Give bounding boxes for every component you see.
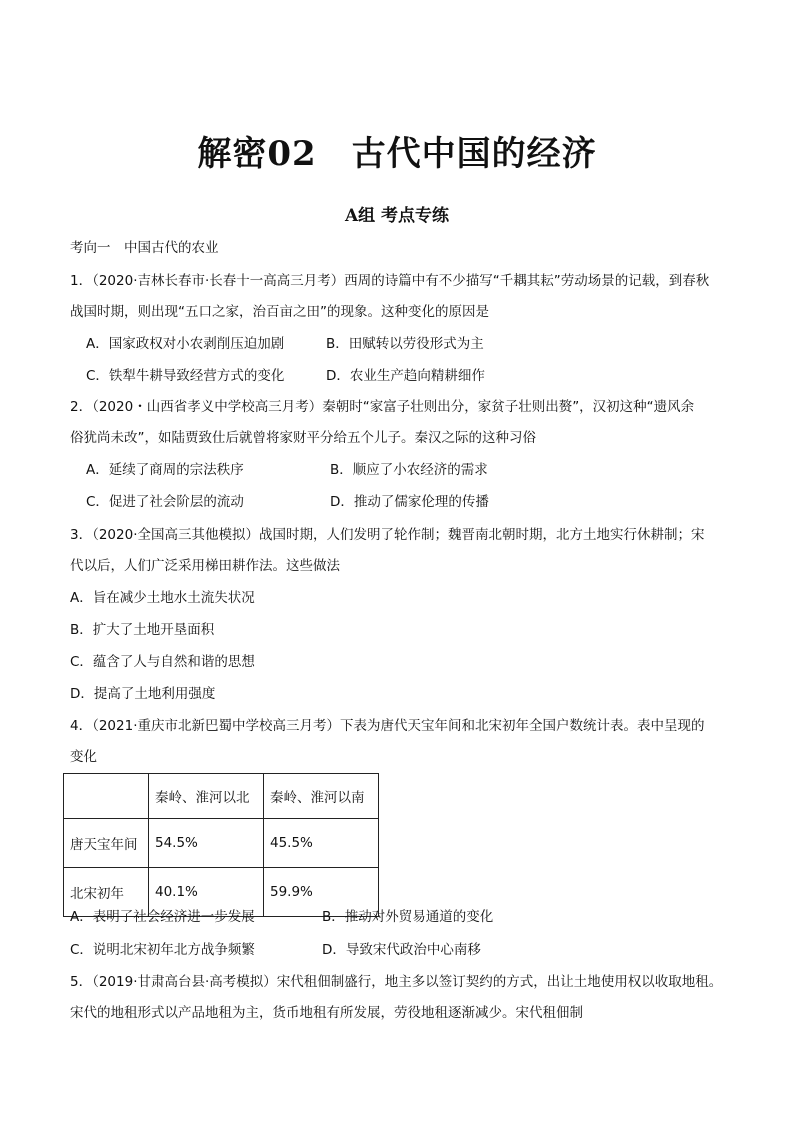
table-header-row	[64, 774, 379, 819]
q3-option-d: D．提高了土地利用强度	[70, 686, 216, 702]
q1-option-b: B．田赋转以劳役形式为主	[326, 336, 484, 352]
q1-stem-line2: 战国时期，则出现“五口之家，治百亩之田”的现象。这种变化的原因是	[70, 304, 489, 320]
table-cell: 45.5%	[264, 819, 379, 868]
table-header-cell	[64, 774, 149, 819]
q2-option-c: C．促进了社会阶层的流动	[86, 494, 244, 510]
q2-option-a: A．延续了商周的宗法秩序	[86, 462, 244, 478]
table-row	[64, 819, 379, 868]
q1-option-d: D．农业生产趋向精耕细作	[326, 368, 485, 384]
q1-option-c: C．铁犁牛耕导致经营方式的变化	[86, 368, 285, 384]
q3-option-b: B．扩大了土地开垦面积	[70, 622, 215, 638]
q3-option-a: A．旨在减少土地水土流失状况	[70, 590, 255, 606]
q4-option-d: D．导致宋代政治中心南移	[322, 942, 481, 958]
q4-stem-line1: 4．（2021·重庆市北新巴蜀中学校高三月考）下表为唐代天宝年间和北宋初年全国户数统计表。表中呈现的	[70, 718, 705, 734]
q4-option-c: C．说明北宋初年北方战争频繁	[70, 942, 255, 958]
table-cell: 40.1%	[149, 868, 264, 917]
q3-stem-line1: 3．（2020·全国高三其他模拟）战国时期，人们发明了轮作制；魏晋南北朝时期，北方土地实行休耕制；宋	[70, 527, 705, 543]
q4-option-a: A．表明了社会经济进一步发展	[70, 909, 255, 925]
group-subtitle: A组 考点专练	[344, 206, 450, 226]
q2-option-b: B．顺应了小农经济的需求	[330, 462, 488, 478]
table-cell: 59.9%	[264, 868, 379, 917]
q2-stem-line2: 俗犹尚未改”，如陆贾致仕后就曾将家财平分给五个儿子。秦汉之际的这种习俗	[70, 430, 536, 446]
table-cell: 唐天宝年间	[64, 819, 149, 868]
table-cell: 北宋初年	[64, 868, 149, 917]
q1-option-a: A．国家政权对小农剥削压迫加剧	[86, 336, 285, 352]
q5-stem-line1: 5．（2019·甘肃高台县·高考模拟）宋代租佃制盛行，地主多以签订契约的方式，出让土地使用权以收取地租。	[70, 974, 723, 990]
q2-option-d: D．推动了儒家伦理的传播	[330, 494, 489, 510]
q4-stem-line2: 变化	[70, 749, 97, 765]
household-stats-table	[63, 773, 379, 917]
page-title: 解密02 古代中国的经济	[197, 134, 597, 174]
q5-stem-line2: 宋代的地租形式以产品地租为主，货币地租有所发展，劳役地租逐渐减少。宋代租佃制	[70, 1005, 583, 1021]
q3-stem-line2: 代以后，人们广泛采用梯田耕作法。这些做法	[70, 558, 340, 574]
table-header-cell: 秦岭、淮河以北	[149, 774, 264, 819]
q3-option-c: C．蕴含了人与自然和谐的思想	[70, 654, 255, 670]
q4-option-b: B．推动对外贸易通道的变化	[322, 909, 494, 925]
table-header-cell: 秦岭、淮河以南	[264, 774, 379, 819]
q1-stem-line1: 1．（2020·吉林长春市·长春十一高高三月考）西周的诗篇中有不少描写“千耦其耘”劳动场景的记载，到春秋	[70, 273, 710, 289]
section-heading: 考向一 中国古代的农业	[70, 240, 219, 256]
table-cell: 54.5%	[149, 819, 264, 868]
q2-stem-line1: 2．（2020・山西省孝义中学校高三月考）秦朝时“家富子壮则出分，家贫子壮则出赘”，汉初这种“遗风余	[70, 399, 695, 415]
